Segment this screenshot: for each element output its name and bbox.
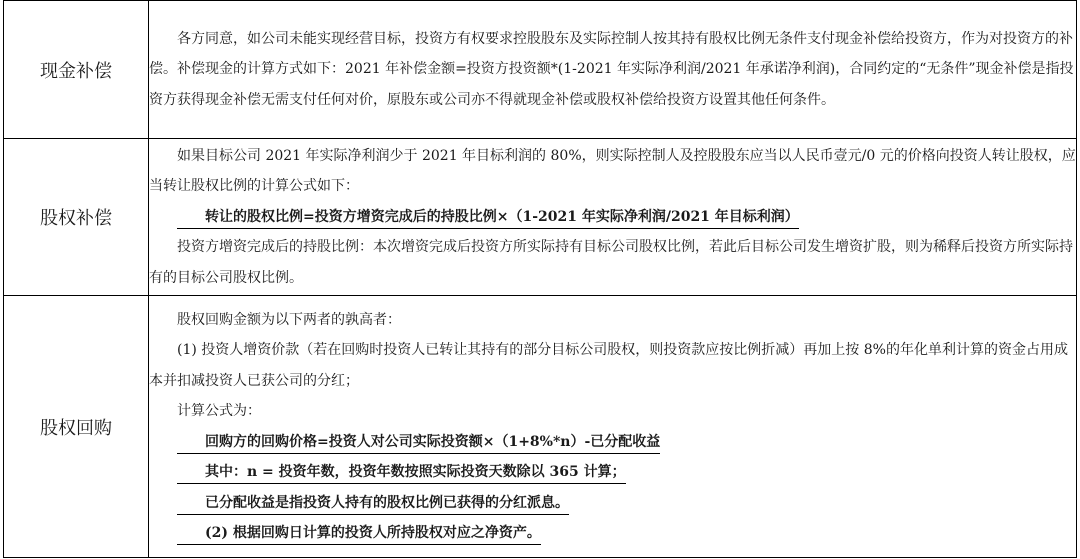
buyback-dividend-line <box>149 488 1076 519</box>
terms-table <box>3 0 1077 558</box>
buyback-item-2-line <box>149 518 1076 549</box>
cash-compensation-text: 各方同意，如公司未能实现经营目标，投资方有权要求控股股东及实际控制人按其持有股权比例无条件支付现金补偿给投资方，作为对投资方的补偿。补偿现金的计算方式如下：2021 年补偿金额=投资方投资额*(1-2021 年实际净利润/2021 年承诺净利润)，合同约定的“无条件”现金补偿是指投资方获得现金补偿无需支付任何对价，原股东或公司亦不得就现金补偿或股权补偿给投资方设置其他任何条件。 <box>149 30 1074 108</box>
table-row-cash-compensation <box>4 1 1077 139</box>
row-label-equity-compensation: 股权补偿 <box>4 139 149 296</box>
equity-compensation-formula-line <box>149 202 1076 233</box>
table-row-equity-compensation <box>4 139 1077 296</box>
buyback-formula-heading: 计算公式为： <box>177 403 261 419</box>
buyback-item-2: (2) 根据回购日计算的投资人所持股权对应之净资产。 <box>177 522 541 545</box>
equity-compensation-note: 投资方增资完成后的持股比例：本次增资完成后投资方所实际持有目标公司股权比例，若此后目标公司发生增资扩股，则为稀释后投资方所实际持有的目标公司股权比例。 <box>149 239 1073 286</box>
row-content-equity-compensation <box>149 139 1077 296</box>
buyback-intro: 股权回购金额为以下两者的孰高者： <box>177 311 401 328</box>
buyback-n-definition: 其中：n = 投资年数，投资年数按照实际投资天数除以 365 计算； <box>177 461 626 484</box>
row-label-cash-compensation: 现金补偿 <box>4 1 149 139</box>
buyback-item-1: (1) 投资人增资价款（若在回购时投资人已转让其持有的部分目标公司股权，则投资款应按比例折减）再加上按 8%的年化单利计算的资金占用成本并扣减投资人已获公司的分红； <box>149 342 1068 389</box>
buyback-dividend-definition: 已分配收益是指投资人持有的股权比例已获得的分红派息。 <box>177 492 569 515</box>
buyback-formula-line <box>149 427 1076 458</box>
row-label-equity-buyback: 股权回购 <box>4 296 149 558</box>
row-content-equity-buyback <box>149 296 1077 558</box>
row-content-cash-compensation <box>149 1 1077 139</box>
equity-compensation-text: 如果目标公司 2021 年实际净利润少于 2021 年目标利润的 80%，则实际控制人及控股股东应当以人民币壹元/0 元的价格向投资人转让股权，应当转让股权比例的计算公式如下： <box>149 147 1076 195</box>
buyback-formula: 回购方的回购价格=投资人对公司实际投资额×（1+8%*n）-已分配收益 <box>177 431 660 454</box>
table-row-equity-buyback <box>4 296 1077 558</box>
equity-compensation-formula: 转让的股权比例=投资方增资完成后的持股比例×（1-2021 年实际净利润/2021 年目标利润） <box>177 206 799 229</box>
buyback-n-line <box>149 457 1076 488</box>
